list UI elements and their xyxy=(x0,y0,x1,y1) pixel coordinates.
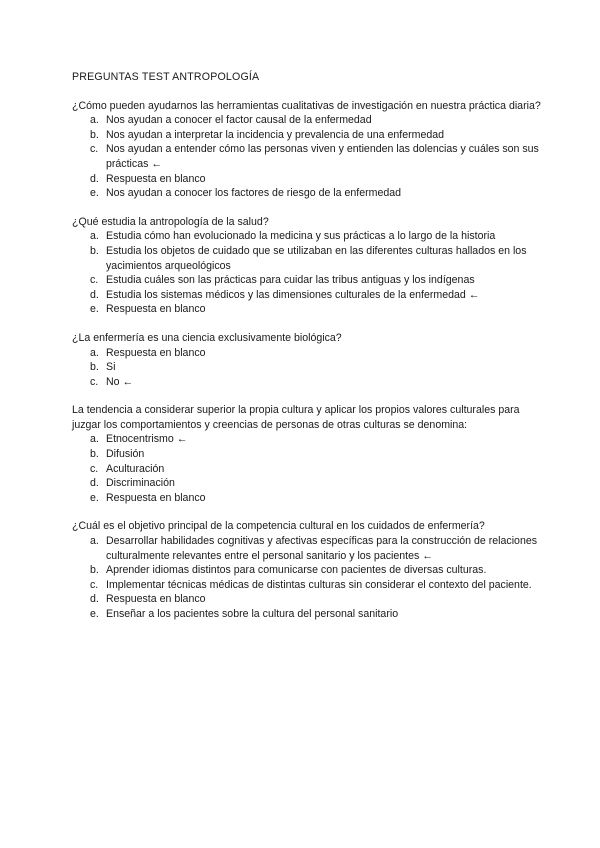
option-b xyxy=(72,128,542,143)
option-text: Aprender idiomas distintos para comunicarse con pacientes de diversas culturas. xyxy=(106,564,487,577)
option-e xyxy=(72,186,542,201)
option-d xyxy=(72,288,542,303)
option-letter: c. xyxy=(90,578,99,591)
option-text: Respuesta en blanco xyxy=(106,491,206,504)
document-title: PREGUNTAS TEST ANTROPOLOGÍA xyxy=(72,71,260,83)
correct-answer-arrow-icon: ← xyxy=(468,288,480,301)
correct-answer-arrow-icon: ← xyxy=(151,157,162,170)
document-page xyxy=(72,70,542,636)
option-b xyxy=(72,244,542,273)
option-text: Si xyxy=(106,361,116,374)
options-list xyxy=(72,432,542,505)
correct-answer-arrow-icon: ← xyxy=(176,433,188,446)
options-list xyxy=(72,346,542,390)
option-e xyxy=(72,302,542,317)
options-list xyxy=(72,113,542,201)
question-1 xyxy=(72,99,542,201)
option-a xyxy=(72,346,542,361)
option-text: Difusión xyxy=(106,448,145,461)
option-letter: c. xyxy=(90,274,99,287)
option-letter: b. xyxy=(90,564,99,577)
option-text: No xyxy=(106,375,120,388)
correct-answer-arrow-icon: ← xyxy=(122,375,134,388)
option-text: Implementar técnicas médicas de distintas culturas sin considerar el contexto del paciente. xyxy=(106,578,532,591)
option-a xyxy=(72,113,542,128)
option-text: Estudia los objetos de cuidado que se utilizaban en las diferentes culturas hallados en los yacimientos arqueológicos xyxy=(106,244,527,272)
option-letter: b. xyxy=(90,128,99,141)
option-letter: c. xyxy=(90,143,99,156)
option-b xyxy=(72,447,542,462)
option-a xyxy=(72,229,542,244)
option-letter: a. xyxy=(90,230,99,243)
options-list xyxy=(72,229,542,317)
question-text: ¿Cómo pueden ayudarnos las herramientas cualitativas de investigación en nuestra práctica diaria? xyxy=(72,99,541,112)
option-b xyxy=(72,360,542,375)
option-text: Enseñar a los pacientes sobre la cultura del personal sanitario xyxy=(106,608,399,620)
option-letter: c. xyxy=(90,375,99,388)
option-letter: c. xyxy=(90,462,99,475)
option-letter: a. xyxy=(90,433,99,446)
option-text: Aculturación xyxy=(106,462,165,475)
option-letter: b. xyxy=(90,244,99,257)
option-letter: a. xyxy=(90,114,99,127)
option-text: Respuesta en blanco xyxy=(106,303,206,316)
question-text: ¿Cuál es el objetivo principal de la competencia cultural en los cuidados de enfermería? xyxy=(72,520,485,533)
question-text: ¿La enfermería es una ciencia exclusivamente biológica? xyxy=(72,331,342,344)
option-c xyxy=(72,462,542,477)
option-text: Nos ayudan a interpretar la incidencia y prevalencia de una enfermedad xyxy=(106,128,445,141)
option-text: Discriminación xyxy=(106,477,175,490)
question-text: La tendencia a considerar superior la propia cultura y aplicar los propios valores culturales para juzgar los comportamientos y creencias de personas de otras culturas se denomina: xyxy=(72,404,520,431)
question-4 xyxy=(72,403,542,505)
option-e xyxy=(72,607,542,622)
option-d xyxy=(72,172,542,187)
option-text: Etnocentrismo xyxy=(106,433,174,446)
option-text: Nos ayudan a conocer el factor causal de la enfermedad xyxy=(106,114,372,127)
question-3 xyxy=(72,331,542,389)
question-2 xyxy=(72,215,542,317)
option-c xyxy=(72,578,542,593)
option-letter: b. xyxy=(90,448,99,461)
option-c xyxy=(72,142,542,171)
option-a xyxy=(72,432,542,447)
option-d xyxy=(72,476,542,491)
option-letter: a. xyxy=(90,346,99,359)
option-a xyxy=(72,534,542,563)
options-list xyxy=(72,534,542,622)
option-text: Desarrollar habilidades cognitivas y afectivas específicas para la construcción de relaciones culturalmente relevantes entre el personal sanitario y los pacientes xyxy=(106,535,538,562)
option-text: Estudia los sistemas médicos y las dimensiones culturales de la enfermedad xyxy=(106,288,466,301)
option-letter: d. xyxy=(90,477,99,490)
option-letter: e. xyxy=(90,608,99,620)
option-letter: e. xyxy=(90,491,99,504)
option-text: Respuesta en blanco xyxy=(106,172,206,185)
option-b xyxy=(72,563,542,578)
option-e xyxy=(72,491,542,506)
option-letter: a. xyxy=(90,535,99,548)
option-letter: d. xyxy=(90,172,99,185)
option-letter: e. xyxy=(90,303,99,316)
question-text: ¿Qué estudia la antropología de la salud? xyxy=(72,215,269,228)
option-text: Respuesta en blanco xyxy=(106,346,206,359)
option-letter: e. xyxy=(90,187,99,200)
option-text: Estudia cómo han evolucionado la medicina y sus prácticas a lo largo de la historia xyxy=(106,230,496,243)
option-c xyxy=(72,375,542,390)
question-5 xyxy=(72,519,542,621)
option-c xyxy=(72,273,542,288)
option-letter: d. xyxy=(90,288,99,301)
option-text: Respuesta en blanco xyxy=(106,593,206,606)
option-text: Nos ayudan a conocer los factores de riesgo de la enfermedad xyxy=(106,187,402,200)
option-d xyxy=(72,592,542,607)
option-letter: b. xyxy=(90,361,99,374)
option-letter: d. xyxy=(90,593,99,606)
option-text: Estudia cuáles son las prácticas para cuidar las tribus antiguas y los indígenas xyxy=(106,274,475,287)
correct-answer-arrow-icon: ← xyxy=(422,549,433,562)
option-text: Nos ayudan a entender cómo las personas viven y entienden las dolencias y cuáles son sus prácticas xyxy=(106,143,539,170)
